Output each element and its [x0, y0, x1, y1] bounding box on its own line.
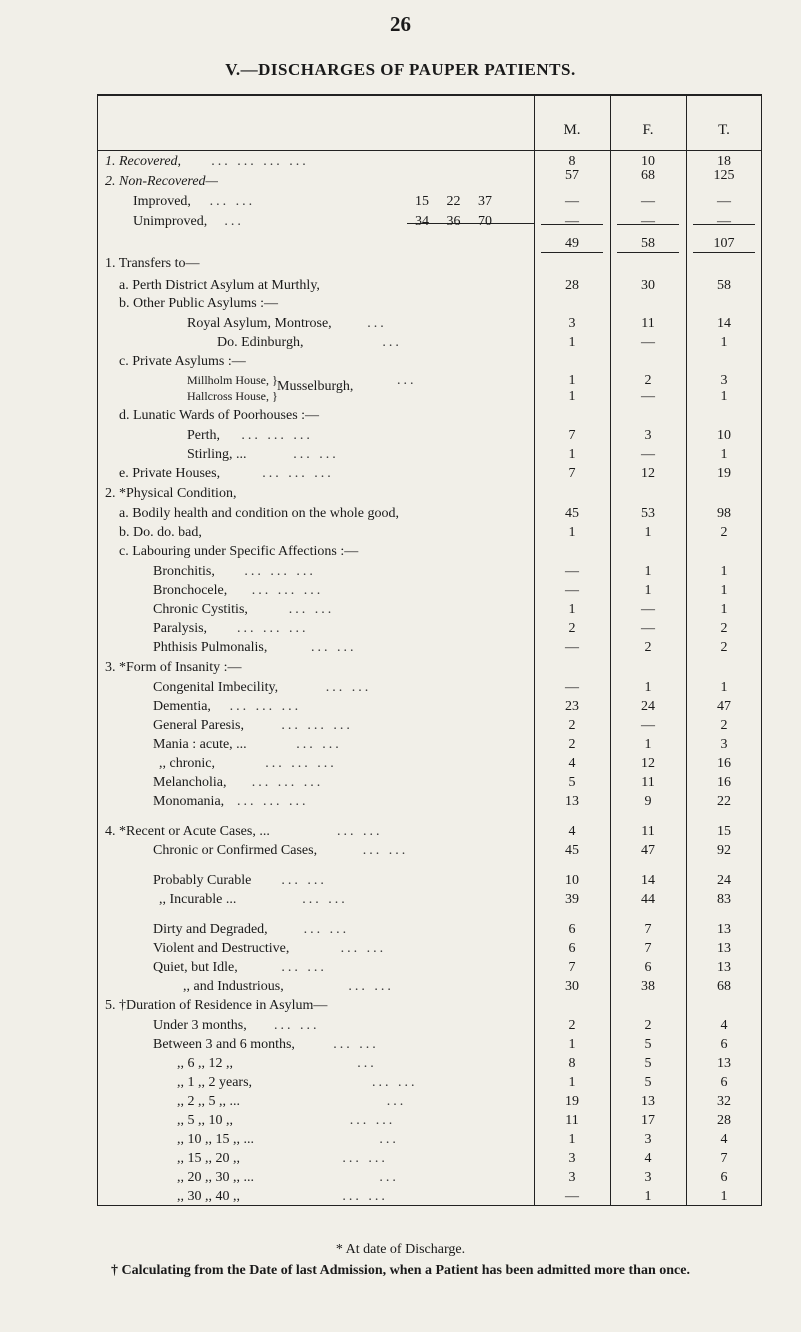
cell-t: 28 — [717, 1113, 731, 1128]
leader-dots: ... ... ... — [229, 699, 302, 714]
total-t: 125 — [713, 168, 735, 183]
cell-m: 1 — [568, 373, 576, 388]
table-row — [97, 174, 762, 192]
cell-m: 7 — [568, 428, 576, 443]
cell-f: 7 — [644, 941, 652, 956]
cell-t: 14 — [717, 316, 731, 331]
leader-dots: ... ... ... — [244, 564, 316, 579]
table-row — [97, 892, 762, 910]
leader-dots: ... ... — [281, 873, 327, 888]
table-row — [97, 256, 762, 274]
leader-dots: ... ... ... — [281, 718, 353, 733]
row-label: 1. Transfers to— — [105, 256, 200, 271]
row-label: ,, 30 ,, 40 ,, — [177, 1189, 240, 1204]
leader-dots: ... — [397, 373, 417, 388]
cell-m: 3 — [568, 316, 576, 331]
cell-t: 4 — [720, 1018, 728, 1033]
cell-f: — — [641, 389, 655, 404]
cell-m: 1 — [568, 525, 576, 540]
row-label: b. Other Public Asylums :— — [119, 296, 279, 311]
leader-dots: ... ... — [281, 960, 327, 975]
cell-f: 2 — [644, 373, 652, 388]
cell-t: 2 — [720, 525, 728, 540]
row-label: Congenital Imbecility, — [153, 680, 279, 695]
row-label: ,, 1 ,, 2 years, — [177, 1075, 253, 1090]
footnote-asterisk: * At date of Discharge. — [335, 1242, 466, 1257]
row-label: Monomania, — [153, 794, 225, 809]
cell-m: 6 — [568, 941, 576, 956]
row-label: b. Do. do. bad, — [119, 525, 202, 540]
column-header-f: F. — [642, 122, 654, 138]
leader-dots: ... — [382, 335, 402, 350]
leader-dots: ... ... — [342, 1189, 388, 1204]
leader-dots: ... ... — [303, 922, 350, 937]
cell-t: 2 — [720, 640, 728, 655]
cell-m: — — [565, 640, 579, 655]
discharges-table — [97, 94, 762, 1227]
cell-f: 1 — [644, 583, 652, 598]
cell-f: 11 — [641, 775, 655, 790]
row-label: e. Private Houses, — [119, 466, 221, 481]
table-row — [97, 660, 762, 678]
cell-f: 47 — [641, 843, 655, 858]
cell-f: 1 — [644, 737, 652, 752]
cell-t: 1 — [720, 602, 728, 617]
row-label: 2. *Physical Condition, — [105, 486, 237, 501]
cell-m: 1 — [568, 447, 576, 462]
leader-dots: ... ... — [293, 447, 339, 462]
table-row — [97, 564, 762, 582]
cell-t: 24 — [717, 873, 731, 888]
table-row — [97, 354, 762, 372]
cell-t: 7 — [720, 1151, 728, 1166]
table-row — [97, 1113, 762, 1131]
table-row — [97, 389, 762, 407]
row-label: Mania : acute, ... — [153, 737, 247, 752]
row-label: Chronic Cystitis, — [153, 602, 248, 617]
row-label: Dirty and Degraded, — [153, 922, 268, 937]
cell-m: 4 — [568, 824, 576, 839]
cell-m: — — [565, 564, 579, 579]
cell-t: 3 — [720, 373, 728, 388]
cell-t: 47 — [717, 699, 731, 714]
leader-dots: ... — [224, 214, 244, 229]
cell-t: 10 — [717, 428, 731, 443]
leader-dots: ... ... — [325, 680, 372, 695]
cell-t: 16 — [717, 756, 731, 771]
cell-m: 2 — [568, 737, 576, 752]
table-row — [97, 466, 762, 484]
cell-f: 11 — [641, 316, 655, 331]
cell-m: 8 — [568, 1056, 576, 1071]
inline-figures: 34 36 70 — [415, 214, 492, 229]
cell-f: 1 — [644, 564, 652, 579]
cell-f: 14 — [641, 873, 655, 888]
table-row — [97, 873, 762, 891]
cell-m: 3 — [568, 1170, 576, 1185]
footnote-dagger: † Calculating from the Date of last Admission, when a Patient has been admitted more than once. — [111, 1263, 690, 1278]
cell-m: 3 — [568, 1151, 576, 1166]
table-row — [97, 1151, 762, 1169]
cell-m: — — [565, 680, 579, 695]
leader-dots: ... — [357, 1056, 377, 1071]
cell-t: — — [717, 194, 731, 209]
row-label: a. Perth District Asylum at Murthly, — [119, 278, 320, 293]
row-label: ,, 6 ,, 12 ,, — [177, 1056, 233, 1071]
row-label: ,, chronic, — [159, 756, 215, 771]
cell-m: 28 — [565, 278, 579, 293]
total-m: 57 — [565, 168, 579, 183]
table-row — [97, 1132, 762, 1150]
cell-f: — — [641, 214, 655, 229]
row-label: c. Private Asylums :— — [119, 354, 246, 369]
leader-dots: ... ... ... ... — [211, 154, 309, 169]
cell-t: 3 — [720, 737, 728, 752]
leader-dots: ... ... — [209, 194, 256, 209]
table-row — [97, 737, 762, 755]
table-top-rule — [97, 94, 762, 96]
row-label: ,, and Industrious, — [183, 979, 284, 994]
table-row — [97, 941, 762, 959]
table-row — [97, 236, 762, 254]
cell-m: — — [565, 194, 579, 209]
cell-t: 6 — [720, 1170, 728, 1185]
cell-f: — — [641, 718, 655, 733]
table-row — [97, 408, 762, 426]
cell-t: 32 — [717, 1094, 731, 1109]
cell-f: — — [641, 335, 655, 350]
header-rule — [97, 150, 762, 151]
table-row — [97, 1056, 762, 1074]
row-label: Phthisis Pulmonalis, — [153, 640, 268, 655]
cell-m: 2 — [568, 1018, 576, 1033]
row-label: ,, 5 ,, 10 ,, — [177, 1113, 233, 1128]
inline-figures: 15 22 37 — [415, 194, 492, 209]
cell-m: — — [565, 583, 579, 598]
cell-f: 58 — [641, 236, 655, 251]
table-row — [97, 1075, 762, 1093]
cell-m: 5 — [568, 775, 576, 790]
row-label: 4. *Recent or Acute Cases, ... — [105, 824, 270, 839]
cell-m: 2 — [568, 621, 576, 636]
table-row — [97, 335, 762, 353]
leader-dots: ... ... ... — [251, 583, 324, 598]
cell-t: 13 — [717, 960, 731, 975]
cell-t: 1 — [720, 583, 728, 598]
cell-f: 44 — [641, 892, 655, 907]
cell-f: 13 — [641, 1094, 655, 1109]
row-label: Violent and Destructive, — [153, 941, 290, 956]
cell-m: 45 — [565, 506, 579, 521]
row-label: 5. †Duration of Residence in Asylum— — [105, 998, 328, 1013]
table-row — [97, 1189, 762, 1207]
table-row — [97, 278, 762, 296]
row-label: Improved, — [133, 194, 191, 209]
cell-m: 1 — [568, 1132, 576, 1147]
table-row — [97, 296, 762, 314]
row-label: Chronic or Confirmed Cases, — [153, 843, 318, 858]
table-row — [97, 922, 762, 940]
cell-f: 24 — [641, 699, 655, 714]
cell-t: 16 — [717, 775, 731, 790]
cell-m: 8 — [568, 154, 576, 169]
table-row — [97, 621, 762, 639]
row-label: Melancholia, — [153, 775, 227, 790]
cell-m: — — [565, 214, 579, 229]
row-label: Bronchitis, — [153, 564, 215, 579]
table-row — [97, 640, 762, 658]
cell-t: 68 — [717, 979, 731, 994]
cell-m: 1 — [568, 1075, 576, 1090]
leader-dots: ... — [379, 1132, 399, 1147]
cell-t: 2 — [720, 621, 728, 636]
cell-f: — — [641, 447, 655, 462]
row-label: Perth, — [187, 428, 221, 443]
leader-dots: ... — [367, 316, 387, 331]
cell-f: 7 — [644, 922, 652, 937]
cell-t: 1 — [720, 389, 728, 404]
cell-m: 4 — [568, 756, 576, 771]
leader-dots: ... ... — [311, 640, 357, 655]
cell-m: — — [565, 1189, 579, 1204]
cell-f: 30 — [641, 278, 655, 293]
cell-m: 7 — [568, 960, 576, 975]
leader-dots: ... ... — [342, 1151, 388, 1166]
cell-m: 11 — [565, 1113, 579, 1128]
table-row — [97, 154, 762, 172]
row-label: a. Bodily health and condition on the whole good, — [119, 506, 399, 521]
cell-t: 22 — [717, 794, 731, 809]
cell-m: 39 — [565, 892, 579, 907]
cell-m: 30 — [565, 979, 579, 994]
cell-f: 1 — [644, 1189, 652, 1204]
leader-dots: ... ... — [302, 892, 348, 907]
leader-dots: ... ... — [372, 1075, 418, 1090]
cell-t: 6 — [720, 1075, 728, 1090]
cell-f: 3 — [644, 428, 652, 443]
cell-f: 12 — [641, 466, 655, 481]
leader-dots: ... — [379, 1170, 399, 1185]
table-row — [97, 525, 762, 543]
cell-m: 7 — [568, 466, 576, 481]
table-row — [97, 775, 762, 793]
row-label: ,, 10 ,, 15 ,, ... — [177, 1132, 254, 1147]
leader-dots: ... ... ... — [237, 621, 309, 636]
cell-m: 6 — [568, 922, 576, 937]
row-label: Stirling, ... — [187, 447, 247, 462]
table-row — [97, 428, 762, 446]
cell-t: 83 — [717, 892, 731, 907]
row-label: 2. Non-Recovered— — [105, 174, 218, 189]
leader-dots: ... ... — [349, 1113, 396, 1128]
cell-t: 2 — [720, 718, 728, 733]
cell-m: 10 — [565, 873, 579, 888]
cell-f: 12 — [641, 756, 655, 771]
cell-m: 1 — [568, 335, 576, 350]
table-row — [97, 1094, 762, 1112]
cell-m: 45 — [565, 843, 579, 858]
table-row — [97, 998, 762, 1016]
row-label: ,, 2 ,, 5 ,, ... — [177, 1094, 240, 1109]
cell-f: 5 — [644, 1037, 652, 1052]
cell-f: 3 — [644, 1132, 652, 1147]
table-row — [97, 718, 762, 736]
row-label: Paralysis, — [153, 621, 208, 636]
cell-f: 17 — [641, 1113, 655, 1128]
cell-m: 13 — [565, 794, 579, 809]
column-header-t: T. — [718, 122, 730, 138]
row-label: Quiet, but Idle, — [153, 960, 238, 975]
table-row — [97, 316, 762, 334]
row-label: Probably Curable — [153, 873, 252, 888]
leader-dots: ... ... — [333, 1037, 379, 1052]
table-row — [97, 583, 762, 601]
row-label: Between 3 and 6 months, — [153, 1037, 295, 1052]
leader-dots: ... — [386, 1094, 407, 1109]
cell-f: 10 — [641, 154, 655, 169]
cell-f: 5 — [644, 1056, 652, 1071]
table-row — [97, 960, 762, 978]
leader-dots: ... ... — [288, 602, 335, 617]
row-label: 3. *Form of Insanity :— — [105, 660, 242, 675]
leader-dots: ... ... — [296, 737, 342, 752]
cell-t: 13 — [717, 922, 731, 937]
leader-dots: ... ... ... — [251, 775, 324, 790]
table-row — [97, 214, 762, 232]
leader-dots: ... ... ... — [237, 794, 309, 809]
cell-f: 11 — [641, 824, 655, 839]
cell-t: 1 — [720, 335, 728, 350]
cell-t: 6 — [720, 1037, 728, 1052]
row-label: ,, 15 ,, 20 ,, — [177, 1151, 240, 1166]
row-label: Bronchocele, — [153, 583, 228, 598]
row-label: Under 3 months, — [153, 1018, 247, 1033]
cell-f: 53 — [641, 506, 655, 521]
row-label: Millholm House, } — [187, 373, 278, 387]
leader-dots: ... ... — [337, 824, 383, 839]
table-row — [97, 843, 762, 861]
leader-dots: ... ... ... — [262, 466, 334, 481]
table-row — [97, 506, 762, 524]
cell-t: 1 — [720, 564, 728, 579]
row-label: Royal Asylum, Montrose, — [187, 316, 332, 331]
cell-f: 2 — [644, 1018, 652, 1033]
cell-t: 1 — [720, 447, 728, 462]
cell-t: 13 — [717, 1056, 731, 1071]
cell-f: 6 — [644, 960, 652, 975]
page-number: 26 — [390, 12, 411, 36]
column-header-m: M. — [563, 122, 581, 138]
cell-m: 49 — [565, 236, 579, 251]
leader-dots: ... ... — [348, 979, 394, 994]
cell-t: 1 — [720, 680, 728, 695]
table-row — [97, 1018, 762, 1036]
cell-f: — — [641, 602, 655, 617]
row-label: General Paresis, — [153, 718, 244, 733]
cell-m: 1 — [568, 1037, 576, 1052]
total-f: 68 — [641, 168, 655, 183]
cell-m: 2 — [568, 718, 576, 733]
cell-m: 19 — [565, 1094, 579, 1109]
row-label: Hallcross House, } — [187, 389, 278, 403]
cell-t: 92 — [717, 843, 731, 858]
table-row — [97, 447, 762, 465]
table-row — [97, 699, 762, 717]
table-row — [97, 756, 762, 774]
row-label: ,, 20 ,, 30 ,, ... — [177, 1170, 254, 1185]
cell-f: 2 — [644, 640, 652, 655]
cell-f: 3 — [644, 1170, 652, 1185]
cell-f: 1 — [644, 525, 652, 540]
table-row — [97, 602, 762, 620]
leader-dots: ... ... — [340, 941, 387, 956]
row-label: Unimproved, — [133, 214, 208, 229]
leader-dots: ... ... — [274, 1018, 320, 1033]
cell-m: 23 — [565, 699, 579, 714]
table-row — [97, 979, 762, 997]
table-row — [97, 1170, 762, 1188]
cell-t: 4 — [720, 1132, 728, 1147]
cell-f: 1 — [644, 680, 652, 695]
cell-f: 5 — [644, 1075, 652, 1090]
cell-f: — — [641, 621, 655, 636]
row-label: Do. Edinburgh, — [217, 335, 304, 350]
inline-figures: Musselburgh, — [277, 379, 354, 394]
cell-t: 58 — [717, 278, 731, 293]
row-label: c. Labouring under Specific Affections :— — [119, 544, 359, 559]
row-label: d. Lunatic Wards of Poorhouses :— — [119, 408, 320, 423]
cell-t: 1 — [720, 1189, 728, 1204]
leader-dots: ... ... ... — [241, 428, 313, 443]
cell-f: — — [641, 194, 655, 209]
leader-dots: ... ... ... — [265, 756, 337, 771]
cell-t: — — [717, 214, 731, 229]
cell-t: 107 — [713, 236, 735, 251]
table-row — [97, 1037, 762, 1055]
table-row — [97, 544, 762, 562]
row-label: ,, Incurable ... — [159, 892, 237, 907]
table-row — [97, 794, 762, 812]
row-label: Dementia, — [153, 699, 211, 714]
cell-f: 9 — [644, 794, 652, 809]
leader-dots: ... ... — [362, 843, 409, 858]
cell-t: 15 — [717, 824, 731, 839]
cell-m: 1 — [568, 602, 576, 617]
row-label: 1. Recovered, — [105, 154, 182, 169]
table-row — [97, 194, 762, 212]
cell-f: 38 — [641, 979, 655, 994]
cell-t: 98 — [717, 506, 731, 521]
table-row — [97, 680, 762, 698]
cell-t: 18 — [717, 154, 731, 169]
table-row — [97, 486, 762, 504]
cell-m: 1 — [568, 389, 576, 404]
cell-f: 4 — [644, 1151, 652, 1166]
cell-t: 13 — [717, 941, 731, 956]
cell-t: 19 — [717, 466, 731, 481]
table-row — [97, 824, 762, 842]
page-title: V.—DISCHARGES OF PAUPER PATIENTS. — [225, 60, 576, 79]
